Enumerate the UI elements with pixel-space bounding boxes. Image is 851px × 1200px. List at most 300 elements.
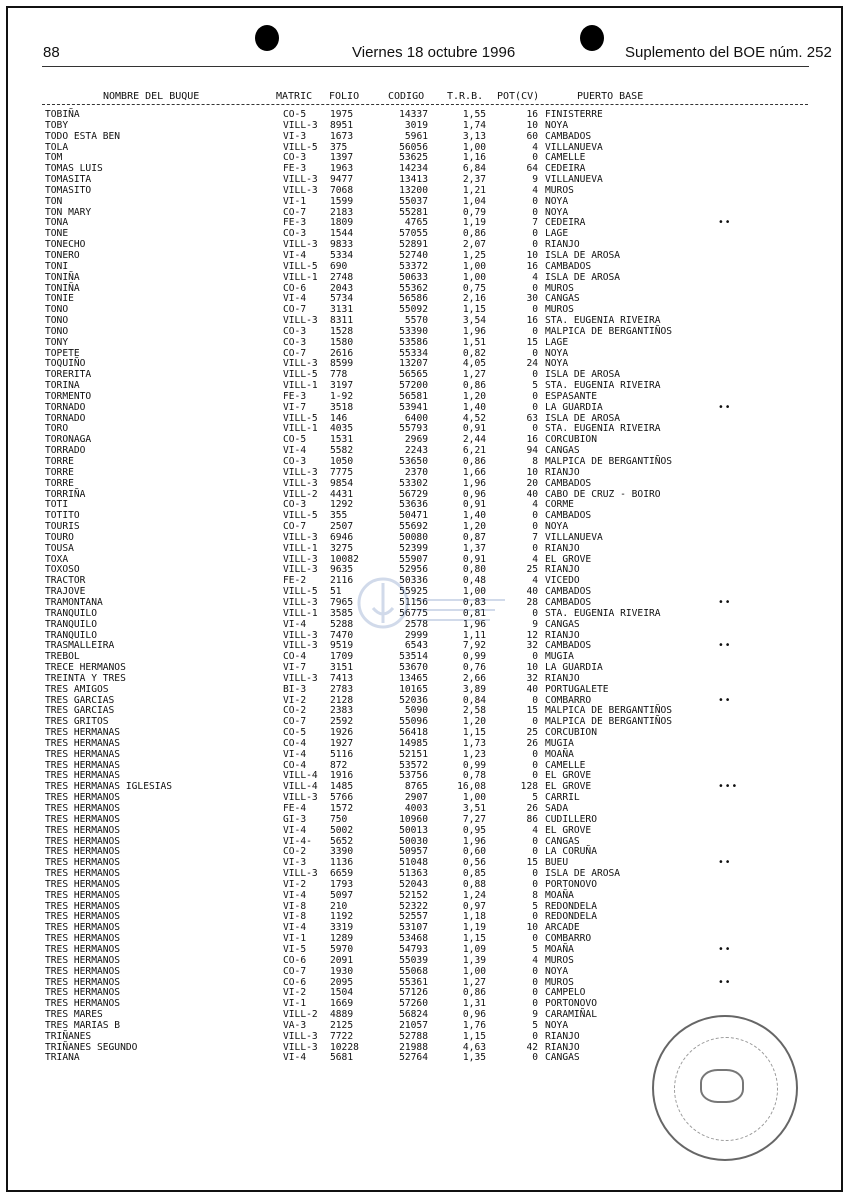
cell-matric: CO-2: [283, 705, 307, 717]
cell-pot: 7: [532, 531, 538, 543]
cell-codigo: 55793: [399, 423, 428, 435]
cell-folio: 1580: [330, 336, 354, 348]
cell-port: CANGAS: [545, 445, 580, 457]
cell-pot: 128: [520, 781, 538, 793]
cell-trb: 1,27: [462, 976, 486, 988]
cell-trb: 1,23: [462, 748, 486, 760]
cell-codigo: 55362: [399, 282, 428, 294]
cell-port: CAMBADOS: [545, 130, 592, 142]
cell-pot: 5: [532, 380, 538, 392]
cell-pot: 16: [526, 315, 538, 327]
cell-pot: 40: [526, 488, 538, 500]
cell-folio: 355: [330, 510, 348, 522]
cell-matric: VILL-5: [283, 510, 318, 522]
cell-folio: 10082: [330, 553, 359, 565]
cell-codigo: 56565: [399, 369, 428, 381]
cell-trb: 1,20: [462, 521, 486, 533]
cell-name: TRANQUILO: [45, 607, 97, 619]
cell-pot: 0: [532, 390, 538, 402]
cell-pot: 0: [532, 152, 538, 164]
cell-matric: VI-2: [283, 878, 307, 890]
cell-name: TRES HERMANOS: [45, 813, 121, 825]
cell-codigo: 57126: [399, 987, 428, 999]
stamp-seal-icon: [700, 1069, 744, 1103]
cell-trb: 4,52: [462, 412, 486, 424]
cell-codigo: 55096: [399, 716, 428, 728]
cell-port: RIANJO: [545, 564, 580, 576]
cell-pot: 4: [532, 499, 538, 511]
cell-pot: 8: [532, 889, 538, 901]
cell-pot: 0: [532, 1030, 538, 1042]
cell-port: EL GROVE: [545, 770, 592, 782]
cell-name: TOQUIÑO: [45, 358, 86, 370]
cell-name: TONE: [45, 228, 69, 240]
cell-port: EL GROVE: [545, 781, 592, 793]
cell-port: LA GUARDIA: [545, 401, 603, 413]
cell-matric: CO-3: [283, 456, 307, 467]
cell-name: TRES HERMANOS: [45, 998, 121, 1010]
cell-port: CORCUBION: [545, 727, 597, 739]
cell-folio: 9635: [330, 564, 354, 576]
cell-codigo: 52399: [399, 542, 428, 554]
cell-port: CORCUBION: [545, 434, 597, 446]
cell-name: TONO: [45, 304, 69, 316]
cell-name: TRES HERMANOS: [45, 868, 121, 880]
table-row: [0, 750, 851, 761]
cell-name: TRES HERMANOS: [45, 911, 121, 923]
cell-pot: 0: [532, 976, 538, 988]
table-row: [0, 826, 851, 837]
cell-codigo: 2969: [404, 434, 428, 446]
cell-folio: 4035: [330, 423, 354, 435]
cell-folio: 2783: [330, 683, 354, 695]
cell-name: TONIÑA: [45, 282, 80, 294]
cell-trb: 2,44: [462, 434, 486, 446]
cell-name: TORMENTO: [45, 390, 92, 402]
cell-pot: 20: [526, 477, 538, 489]
cell-name: TOM: [45, 152, 63, 164]
cell-name: TONECHO: [45, 239, 86, 251]
cell-matric: VI-4-: [283, 835, 312, 847]
cell-pot: 16: [526, 109, 538, 120]
cell-pot: 94: [526, 445, 538, 457]
cell-port: BUEU: [545, 857, 569, 869]
cell-trb: 3,13: [462, 130, 486, 142]
cell-trb: 1,35: [462, 1052, 486, 1064]
cell-name: TRES HERMANOS: [45, 987, 121, 999]
cell-matric: VILL-5: [283, 586, 318, 598]
cell-trb: 1,15: [462, 933, 486, 945]
cell-name: TORINA: [45, 380, 80, 392]
cell-name: TRES HERMANAS: [45, 770, 121, 782]
cell-port: MALPICA DE BERGANTIÑOS: [545, 705, 673, 717]
cell-name: TOUSA: [45, 542, 74, 554]
cell-pot: 12: [526, 629, 538, 641]
cell-pot: 0: [532, 1052, 538, 1064]
cell-trb: 6,84: [462, 163, 486, 175]
cell-matric: VI-8: [283, 900, 307, 912]
cell-codigo: 50080: [399, 531, 428, 543]
cell-matric: VILL-3: [283, 564, 318, 576]
cell-folio: 2616: [330, 347, 354, 359]
cell-matric: VILL-3: [283, 531, 318, 543]
cell-matric: VILL-3: [283, 596, 318, 608]
cell-codigo: 2370: [404, 466, 428, 478]
cell-name: TORONAGA: [45, 434, 92, 446]
cell-matric: VI-7: [283, 401, 307, 413]
cell-matric: CO-7: [283, 206, 307, 218]
cell-folio: 210: [330, 900, 348, 912]
cell-codigo: 53586: [399, 336, 428, 348]
cell-pot: 30: [526, 293, 538, 305]
cell-trb: 0,86: [462, 987, 486, 999]
cell-trb: 2,66: [462, 672, 486, 684]
cell-trb: 0,80: [462, 564, 486, 576]
cell-folio: 9833: [330, 239, 354, 251]
cell-port: MALPICA DE BERGANTIÑOS: [545, 716, 673, 728]
cell-codigo: 3019: [404, 119, 428, 131]
cell-folio: 750: [330, 813, 348, 825]
cell-trb: 1,55: [462, 109, 486, 120]
cell-port: MUGIA: [545, 737, 574, 749]
cell-matric: VILL-3: [283, 358, 318, 370]
cell-codigo: 55907: [399, 553, 428, 565]
cell-matric: CO-3: [283, 499, 307, 511]
cell-pot: 0: [532, 694, 538, 706]
cell-folio: 3390: [330, 846, 354, 858]
cell-name: TRES HERMANAS: [45, 727, 121, 739]
col-header-pot: POT(CV): [497, 91, 540, 102]
cell-trb: 1,18: [462, 911, 486, 923]
cell-pot: 5: [532, 943, 538, 955]
cell-folio: 1528: [330, 325, 354, 337]
cell-port: CEDEIRA: [545, 163, 586, 175]
cell-matric: VILL-3: [283, 1030, 318, 1042]
cell-matric: VILL-3: [283, 466, 318, 478]
cell-trb: 1,16: [462, 152, 486, 164]
cell-pot: 8: [532, 456, 538, 467]
cell-matric: VILL-4: [283, 781, 318, 793]
cell-codigo: 55361: [399, 976, 428, 988]
cell-matric: VILL-1: [283, 607, 318, 619]
cell-folio: 2128: [330, 694, 354, 706]
cell-matric: CO-3: [283, 228, 307, 240]
cell-codigo: 57260: [399, 998, 428, 1010]
cell-pot: 63: [526, 412, 538, 424]
cell-port: STA. EUGENIA RIVEIRA: [545, 423, 661, 435]
cell-port: CORME: [545, 499, 574, 511]
cell-matric: BI-3: [283, 683, 307, 695]
cell-trb: 0,88: [462, 878, 486, 890]
cell-pot: 0: [532, 401, 538, 413]
cell-name: TRES HERMANOS: [45, 824, 121, 836]
cell-matric: CO-7: [283, 716, 307, 728]
cell-port: CUDILLERO: [545, 813, 597, 825]
cell-matric: VILL-3: [283, 239, 318, 251]
cell-name: TRES GRITOS: [45, 716, 109, 728]
cell-trb: 1,96: [462, 835, 486, 847]
cell-pot: 0: [532, 239, 538, 251]
cell-matric: FE-3: [283, 163, 307, 175]
cell-trb: 3,89: [462, 683, 486, 695]
cell-mark: ••: [718, 943, 732, 955]
cell-pot: 4: [532, 954, 538, 966]
cell-folio: 1975: [330, 109, 354, 120]
cell-port: ESPASANTE: [545, 390, 597, 402]
cell-folio: 375: [330, 141, 348, 153]
cell-name: TOURIS: [45, 521, 80, 533]
cell-folio: 5766: [330, 792, 354, 804]
cell-matric: VILL-3: [283, 477, 318, 489]
cell-codigo: 55039: [399, 954, 428, 966]
issue-date: Viernes 18 octubre 1996: [352, 44, 516, 61]
cell-folio: 5097: [330, 889, 354, 901]
cell-folio: 1289: [330, 933, 354, 945]
cell-name: TRES GARCIAS: [45, 705, 115, 717]
cell-folio: 5002: [330, 824, 354, 836]
cell-port: CAMPELO: [545, 987, 586, 999]
cell-folio: 2592: [330, 716, 354, 728]
cell-pot: 0: [532, 542, 538, 554]
cell-port: MUROS: [545, 954, 574, 966]
cell-folio: 7965: [330, 596, 354, 608]
cell-codigo: 54793: [399, 943, 428, 955]
cell-name: TREBOL: [45, 651, 80, 663]
cell-name: TRECE HERMANOS: [45, 662, 126, 674]
cell-pot: 10: [526, 119, 538, 131]
cell-pot: 25: [526, 564, 538, 576]
cell-trb: 1,66: [462, 466, 486, 478]
cell-folio: 3518: [330, 401, 354, 413]
cell-pot: 26: [526, 737, 538, 749]
cell-name: TRES AMIGOS: [45, 683, 109, 695]
cell-folio: 1531: [330, 434, 354, 446]
cell-matric: VILL-1: [283, 542, 318, 554]
cell-trb: 1,20: [462, 390, 486, 402]
cell-port: PORTONOVO: [545, 998, 597, 1010]
cell-pot: 0: [532, 868, 538, 880]
cell-folio: 1599: [330, 195, 354, 207]
cell-matric: VI-3: [283, 857, 307, 869]
cell-trb: 1,00: [462, 271, 486, 283]
cell-folio: 1809: [330, 217, 354, 229]
cell-port: MOAÑA: [545, 943, 574, 955]
cell-codigo: 5090: [404, 705, 428, 717]
cell-pot: 0: [532, 933, 538, 945]
cell-pot: 0: [532, 965, 538, 977]
cell-folio: 1397: [330, 152, 354, 164]
cell-trb: 1,96: [462, 325, 486, 337]
cell-matric: FE-3: [283, 217, 307, 229]
cell-matric: VILL-3: [283, 184, 318, 196]
cell-pot: 24: [526, 358, 538, 370]
cell-trb: 0,86: [462, 228, 486, 240]
cell-codigo: 21988: [399, 1041, 428, 1053]
cell-mark: ••: [718, 640, 732, 652]
cell-port: ISLA DE AROSA: [545, 369, 621, 381]
cell-codigo: 53572: [399, 759, 428, 771]
cell-matric: VI-4: [283, 445, 307, 457]
cell-port: MOAÑA: [545, 748, 574, 760]
cell-matric: FE-2: [283, 575, 307, 587]
cell-folio: 1504: [330, 987, 354, 999]
cell-matric: VI-4: [283, 249, 307, 261]
table-row: [0, 197, 851, 208]
cell-folio: 1709: [330, 651, 354, 663]
cell-name: TRES HERMANOS: [45, 792, 121, 804]
cell-port: CAMBADOS: [545, 586, 592, 598]
cell-mark: ••: [718, 596, 732, 608]
cell-matric: VILL-5: [283, 260, 318, 272]
cell-matric: GI-3: [283, 813, 307, 825]
cell-folio: 3585: [330, 607, 354, 619]
cell-pot: 10: [526, 466, 538, 478]
cell-matric: VILL-2: [283, 1009, 318, 1021]
cell-codigo: 51156: [399, 596, 428, 608]
cell-pot: 5: [532, 900, 538, 912]
cell-name: TOXA: [45, 553, 69, 565]
cell-folio: 1669: [330, 998, 354, 1010]
cell-pot: 0: [532, 846, 538, 858]
cell-pot: 10: [526, 249, 538, 261]
cell-name: TRES HERMANOS: [45, 900, 121, 912]
cell-folio: 9854: [330, 477, 354, 489]
cell-codigo: 21057: [399, 1019, 428, 1031]
cell-codigo: 14337: [399, 109, 428, 120]
cell-folio: 5582: [330, 445, 354, 457]
cell-pot: 32: [526, 672, 538, 684]
cell-folio: 2043: [330, 282, 354, 294]
cell-port: LA CORUÑA: [545, 846, 597, 858]
cell-matric: VILL-3: [283, 315, 318, 327]
cell-trb: 1,15: [462, 727, 486, 739]
cell-pot: 40: [526, 683, 538, 695]
cell-name: TORERITA: [45, 369, 92, 381]
cell-trb: 1,40: [462, 510, 486, 522]
cell-name: TORNADO: [45, 401, 86, 413]
cell-matric: FE-4: [283, 803, 307, 814]
cell-name: TOXOSO: [45, 564, 80, 576]
cell-codigo: 13207: [399, 358, 428, 370]
cell-pot: 4: [532, 575, 538, 587]
cell-matric: VI-4: [283, 1052, 307, 1064]
cell-mark: ••: [718, 401, 732, 413]
cell-codigo: 53390: [399, 325, 428, 337]
cell-codigo: 13200: [399, 184, 428, 196]
cell-name: TOPETE: [45, 347, 80, 359]
cell-matric: VILL-5: [283, 412, 318, 424]
cell-name: TRES HERMANOS: [45, 922, 121, 934]
cell-codigo: 55692: [399, 521, 428, 533]
table-row: [0, 132, 851, 143]
table-row: [0, 685, 851, 696]
cell-port: NOYA: [545, 965, 569, 977]
cell-matric: VILL-3: [283, 868, 318, 880]
cell-name: TOLA: [45, 141, 69, 153]
cell-pot: 9: [532, 1009, 538, 1021]
cell-matric: VI-1: [283, 195, 307, 207]
cell-port: NOYA: [545, 1019, 569, 1031]
col-header-matric: MATRIC: [276, 91, 313, 102]
cell-trb: 4,05: [462, 358, 486, 370]
cell-matric: CO-7: [283, 965, 307, 977]
cell-port: CANGAS: [545, 1052, 580, 1064]
cell-trb: 1,00: [462, 260, 486, 272]
cell-trb: 0,91: [462, 499, 486, 511]
cell-folio: 5681: [330, 1052, 354, 1064]
cell-folio: 5734: [330, 293, 354, 305]
cell-name: TORRADO: [45, 445, 86, 457]
cell-pot: 9: [532, 618, 538, 630]
cell-pot: 5: [532, 1019, 538, 1031]
cell-codigo: 52151: [399, 748, 428, 760]
cell-folio: 8599: [330, 358, 354, 370]
cell-trb: 1,00: [462, 586, 486, 598]
cell-codigo: 53302: [399, 477, 428, 489]
cell-trb: 7,92: [462, 640, 486, 652]
cell-codigo: 14985: [399, 737, 428, 749]
cell-folio: 8311: [330, 315, 354, 327]
cell-codigo: 13413: [399, 174, 428, 186]
cell-port: PORTUGALETE: [545, 683, 609, 695]
cell-trb: 1,51: [462, 336, 486, 348]
cell-port: CARAMIÑAL: [545, 1009, 597, 1021]
cell-trb: 1,11: [462, 629, 486, 641]
cell-matric: CO-7: [283, 347, 307, 359]
cell-matric: VI-5: [283, 943, 307, 955]
cell-pot: 0: [532, 206, 538, 218]
cell-trb: 1,15: [462, 304, 486, 316]
cell-port: MUROS: [545, 282, 574, 294]
cell-trb: 1,27: [462, 369, 486, 381]
cell-port: VILLANUEVA: [545, 174, 603, 186]
cell-folio: 5334: [330, 249, 354, 261]
cell-folio: 1192: [330, 911, 354, 923]
cell-codigo: 51048: [399, 857, 428, 869]
cell-port: LA GUARDIA: [545, 662, 603, 674]
cell-folio: 3151: [330, 662, 354, 674]
header-rule: [42, 66, 809, 67]
cell-name: TRES MARIAS B: [45, 1019, 121, 1031]
cell-folio: 6659: [330, 868, 354, 880]
cell-codigo: 52956: [399, 564, 428, 576]
cell-folio: 2095: [330, 976, 354, 988]
cell-matric: VI-4: [283, 748, 307, 760]
cell-name: TRES GARCIAS: [45, 694, 115, 706]
cell-codigo: 10165: [399, 683, 428, 695]
cell-name: TRAMONTANA: [45, 596, 103, 608]
cell-matric: CO-5: [283, 434, 307, 446]
cell-trb: 1,19: [462, 922, 486, 934]
cell-name: TOMASITO: [45, 184, 92, 196]
cell-folio: 1136: [330, 857, 354, 869]
cell-pot: 28: [526, 596, 538, 608]
cell-matric: VILL-2: [283, 488, 318, 500]
cell-folio: 9477: [330, 174, 354, 186]
cell-port: COMBARRO: [545, 933, 592, 945]
cell-matric: CO-4: [283, 651, 307, 663]
cell-name: TORNADO: [45, 412, 86, 424]
cell-port: CAMBADOS: [545, 477, 592, 489]
cell-codigo: 2999: [404, 629, 428, 641]
cell-name: TONO: [45, 325, 69, 337]
cell-trb: 3,51: [462, 803, 486, 814]
cell-folio: 1485: [330, 781, 354, 793]
cell-folio: 5288: [330, 618, 354, 630]
cell-port: RIANJO: [545, 239, 580, 251]
cell-codigo: 55281: [399, 206, 428, 218]
cell-pot: 0: [532, 325, 538, 337]
